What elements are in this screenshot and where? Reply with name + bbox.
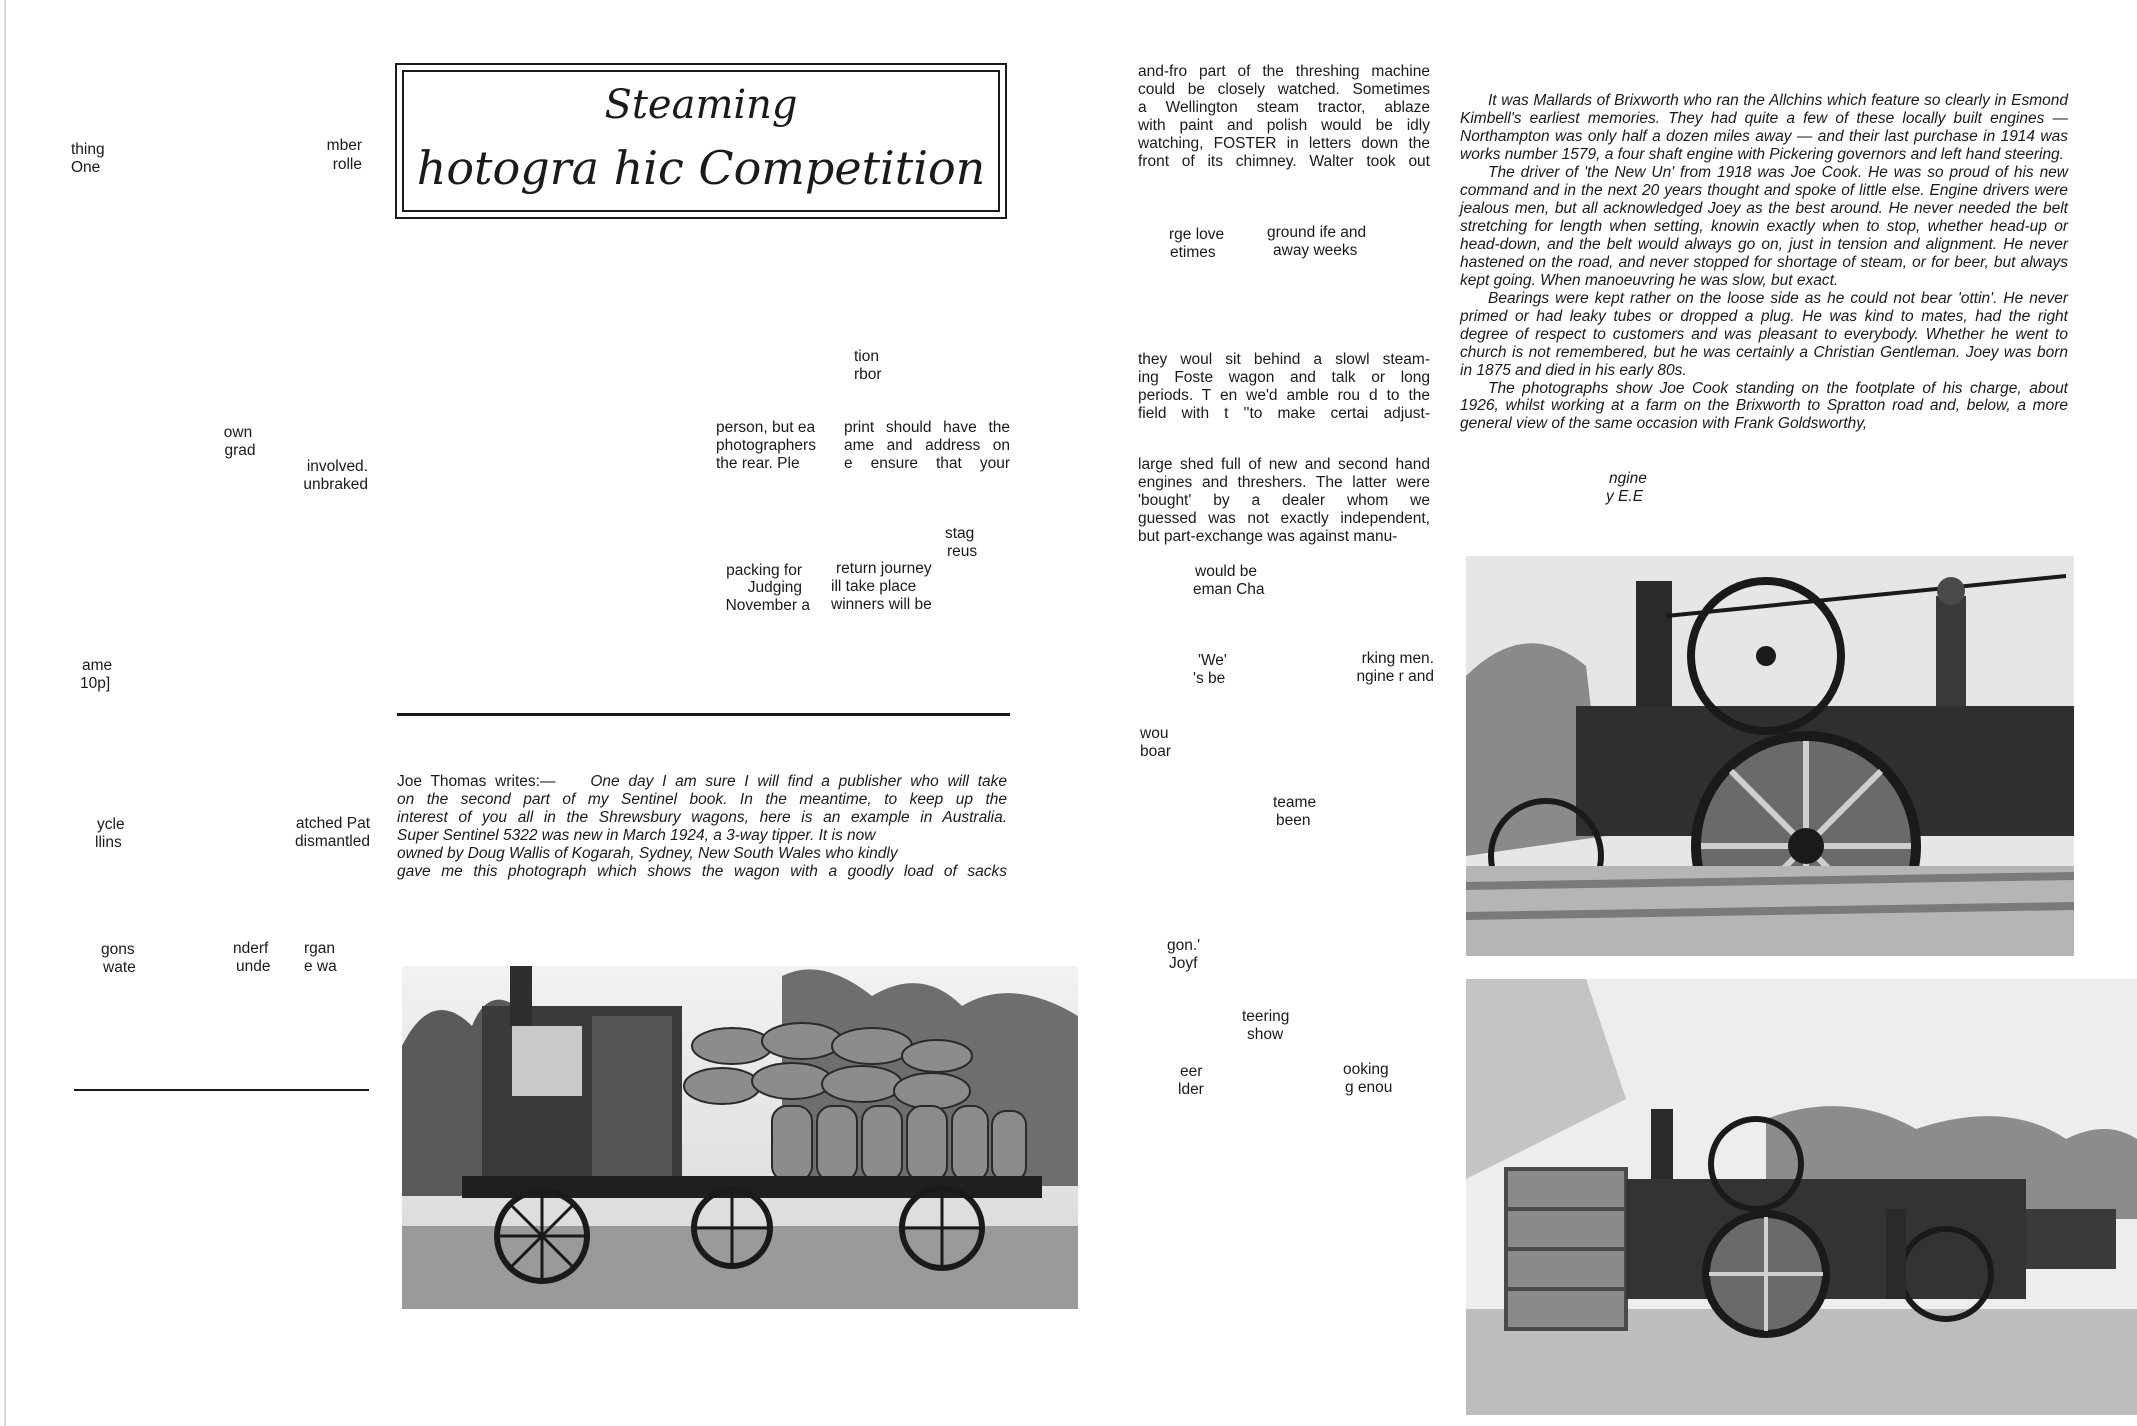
text-fragment: nderf — [233, 940, 269, 957]
text-fragment: rking men. — [1361, 650, 1434, 667]
text-fragment: winners will be — [831, 596, 932, 613]
text-fragment: rge love — [1169, 226, 1225, 243]
text-fragment: 'bought' by a dealer whom we — [1138, 492, 1430, 509]
article-paragraph: It was Mallards of Brixworth who ran the Allchins which feature so clearly in Esmond Kimbell's earliest memories. They had quite a few of these locally built engines — Northampton was only half a dozen miles away — and their last purchase in 1914 was works number 1579, a four shaft engine with Pickering governors and left hand steering. — [1460, 92, 2068, 163]
text-fragment: ill take place — [831, 578, 917, 595]
text-fragment: been — [1276, 812, 1311, 829]
text-fragment: ame — [82, 657, 113, 674]
column-line: watching, FOSTER in letters down the — [1138, 134, 1430, 152]
text-fragment: they woul sit behind a slowl steam- — [1138, 351, 1430, 368]
page-edge — [4, 0, 6, 1426]
article-paragraph: The photographs show Joe Cook standing on the footplate of his charge, about 1926, whilst working at a farm on the Brixworth to Spratton road and, below, a more general view of the same occasion with Frank Goldsworthy, — [1460, 379, 2068, 433]
text-fragment: own — [223, 424, 253, 441]
article-paragraph: The driver of 'the New Un' from 1918 was Joe Cook. He was so proud of his new command and in the next 20 years thought and spoke of little else. Engine drivers were jealous men, but all acknowledged Joey as the best around. He never needed the belt stretching for length when setting, knowin exactly when to stop, whether head-up or head-down, and the belt would always go on, just in tension and alignment. He never hastened on the road, and never stopped for shortage of steam, or for beer, but always kept going. When manoeuvring he was slow, but exact. — [1460, 163, 2068, 289]
article-line: gave me this photograph which shows the wagon with a goodly load of sacks — [397, 862, 1007, 880]
text-fragment: packing for — [726, 562, 802, 579]
text-fragment: the rear. Ple — [716, 455, 800, 472]
text-fragment: would be — [1195, 563, 1258, 580]
text-fragment: llins — [95, 834, 122, 851]
text-fragment: tion — [854, 348, 879, 365]
text-fragment: thing — [71, 141, 105, 158]
text-fragment: y E.E — [1606, 488, 1644, 505]
text-fragment: lder — [1178, 1081, 1204, 1098]
text-fragment: Joyf — [1169, 955, 1198, 972]
text-fragment: atched Pat — [295, 815, 370, 832]
article-line: on the second part of my Sentinel book. In the meantime, to keep up the — [397, 790, 1007, 808]
competition-title-box — [395, 63, 1007, 219]
text-fragment: November a — [725, 597, 810, 614]
text-fragment: engines and threshers. The latter were — [1138, 474, 1430, 491]
text-fragment: photographers — [716, 437, 816, 454]
text-fragment: unde — [236, 958, 271, 975]
article-line: Super Sentinel 5322 was new in March 1924, a 3-way tipper. It is now — [397, 826, 876, 844]
text-fragment: rolle — [332, 156, 362, 173]
text-fragment: rbor — [854, 366, 882, 383]
text-fragment: ngine — [1609, 470, 1647, 487]
text-fragment: etimes — [1170, 244, 1216, 261]
text-fragment: dismantled — [295, 833, 370, 850]
text-fragment: gons — [101, 941, 135, 958]
text-fragment: grad — [224, 442, 256, 459]
text-fragment: ing Foste wagon and talk or long — [1138, 369, 1430, 386]
article-lead: Joe Thomas writes:— — [397, 773, 556, 790]
text-fragment: field with t ''to make certai adjust- — [1138, 405, 1430, 422]
text-fragment: eman Cha — [1193, 581, 1265, 598]
section-rule — [397, 713, 1010, 716]
text-fragment: guessed was not exactly independent, — [1138, 510, 1430, 527]
article-paragraph: Bearings were kept rather on the loose side as he could not bear 'ottin'. He never primed or had leaky tubes or dropped a plug. He was kind to mates, had the right degree of respect to customers and was pleasant to everybody. Whether he went to church is not remembered, but he was certainly a Christian Gentleman. Joey was born in 1875 and died in his early 80s. — [1460, 289, 2068, 379]
text-fragment: unbraked — [303, 476, 368, 493]
text-fragment: e wa — [304, 958, 337, 975]
text-fragment: person, but ea — [716, 419, 816, 436]
text-fragment: wate — [103, 959, 136, 976]
text-fragment: ame and address on — [844, 437, 1010, 454]
sentinel-wagon-photo — [402, 966, 1078, 1309]
text-fragment: ooking — [1343, 1061, 1389, 1078]
text-fragment: g enou — [1345, 1079, 1393, 1096]
text-fragment: return journey — [836, 560, 932, 577]
text-fragment: 's be — [1193, 670, 1226, 687]
text-fragment: ycle — [97, 816, 125, 833]
text-fragment: large shed full of new and second hand — [1138, 456, 1430, 473]
text-fragment: teering — [1242, 1008, 1290, 1025]
text-fragment: Judging — [747, 579, 802, 596]
text-fragment: e ensure that your — [844, 455, 1010, 472]
article-line: interest of you all in the Shrewsbury wagons, here is an example in Australia. — [397, 808, 1007, 826]
right-column-article — [1460, 92, 2068, 433]
text-fragment: away weeks — [1273, 242, 1358, 259]
column-line: could be closely watched. Sometimes — [1138, 80, 1430, 98]
column-line: with paint and polish would be idly — [1138, 116, 1430, 134]
text-fragment: ngine r and — [1356, 668, 1434, 685]
text-fragment: print should have the — [844, 419, 1010, 436]
title-line-1: Steaming — [604, 82, 798, 128]
column-line: a Wellington steam tractor, ablaze — [1138, 98, 1430, 116]
column-line: and-fro part of the threshing machine — [1138, 63, 1430, 80]
text-fragment: ground ife and — [1267, 224, 1367, 241]
middle-column-top — [1138, 63, 1430, 171]
column-line: front of its chimney. Walter took out — [1138, 152, 1430, 170]
joe-cook-engine-photo — [1466, 556, 2074, 956]
text-fragment: gon.' — [1167, 937, 1201, 954]
text-fragment: stag — [945, 525, 975, 542]
text-fragment: involved. — [306, 458, 368, 475]
article-line: owned by Doug Wallis of Kogarah, Sydney, New South Wales who kindly — [397, 844, 898, 862]
text-fragment: show — [1247, 1026, 1284, 1043]
joe-thomas-article — [397, 773, 1007, 881]
text-fragment: One — [71, 159, 101, 176]
general-view-photo — [1466, 979, 2137, 1415]
text-fragment: 10p] — [80, 675, 111, 692]
text-fragment: periods. T en we'd amble rou d to the — [1138, 387, 1430, 404]
title-line-2: hotogra hic Competition — [416, 141, 986, 195]
text-fragment: teame — [1273, 794, 1317, 811]
text-fragment: 'We' — [1198, 652, 1227, 669]
text-fragment: boar — [1140, 743, 1172, 760]
text-fragment: mber — [326, 137, 362, 154]
text-fragment: eer — [1180, 1063, 1203, 1080]
text-fragment: but part-exchange was against manu- — [1138, 528, 1398, 545]
column-rule — [74, 1089, 369, 1091]
article-line: One day I am sure I will find a publisher who will take — [590, 773, 1007, 790]
title-inner-frame — [402, 70, 1000, 212]
text-fragment: rgan — [304, 940, 336, 957]
text-fragment: wou — [1140, 725, 1169, 742]
text-fragment: reus — [947, 543, 978, 560]
